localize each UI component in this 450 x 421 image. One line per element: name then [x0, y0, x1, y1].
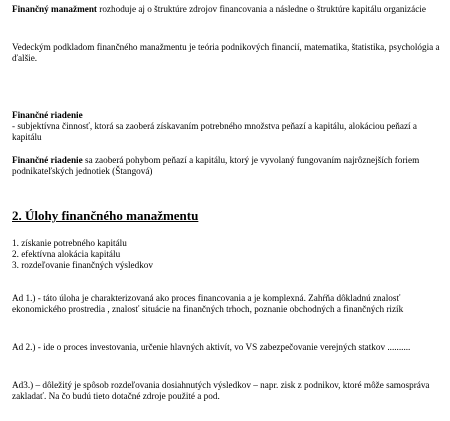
task-list [12, 238, 442, 271]
task-item: 1. získanie potrebného kapitálu [12, 238, 127, 248]
paragraph-text: Vedeckým podkladom finančného manažmentu je teória podnikových financií, matematika, štatistika, psychológia a ďalšie. [12, 42, 440, 63]
task-item: 3. rozdeľovanie finančných výsledkov [12, 260, 153, 270]
paragraph-text: rozhoduje aj o štruktúre zdrojov financovania a následne o štruktúre kapitálu organizácie [96, 4, 426, 14]
term-financny-manazment: Finančný manažment [12, 4, 97, 14]
paragraph-text: Ad3.) – dôležitý je spôsob rozdeľovania dosiahnutých výsledkov – napr. zisk z podnikov, ktoré môže samospráva zakladať. Na čo budú tieto dotačné zdroje použité a pod. [12, 380, 430, 401]
paragraph-ad3 [12, 380, 442, 402]
paragraph-financne-riadenie-pohyb [12, 155, 442, 177]
paragraph-financne-riadenie-definition [12, 110, 442, 143]
paragraph-ad1 [12, 293, 442, 315]
term-financne-riadenie: Finančné riadenie [12, 110, 83, 120]
term-financne-riadenie: Finančné riadenie [12, 155, 83, 165]
definition-text: - subjektívna činnosť, ktorá sa zaoberá získavaním potrebného množstva peňazí a kapitálu, alokáciou peňazí a kapitálu [12, 121, 417, 142]
paragraph-text: Ad 2.) - ide o proces investovania, určenie hlavných aktivít, vo VS zabezpečovanie verejných statkov .......... [12, 342, 411, 352]
paragraph-text: sa zaoberá pohybom peňazí a kapitálu, ktorý je vyvolaný fungovaním najrôznejších foriem podnikateľských jednotiek (Štangová) [12, 155, 420, 176]
paragraph-financny-manazment [12, 4, 442, 15]
task-item: 2. efektívna alokácia kapitálu [12, 249, 121, 259]
paragraph-vedecky-podklad [12, 42, 442, 64]
paragraph-ad2 [12, 342, 442, 353]
section-heading: 2. Úlohy finančného manažmentu [12, 208, 199, 223]
paragraph-text: Ad 1.) - táto úloha je charakterizovaná ako proces financovania a je komplexná. Zahŕňa dôkladnú znalosť ekonomického prostredia , znalosť situácie na finančných trhoch, poznanie obchodných a finančných rizík [12, 293, 404, 314]
